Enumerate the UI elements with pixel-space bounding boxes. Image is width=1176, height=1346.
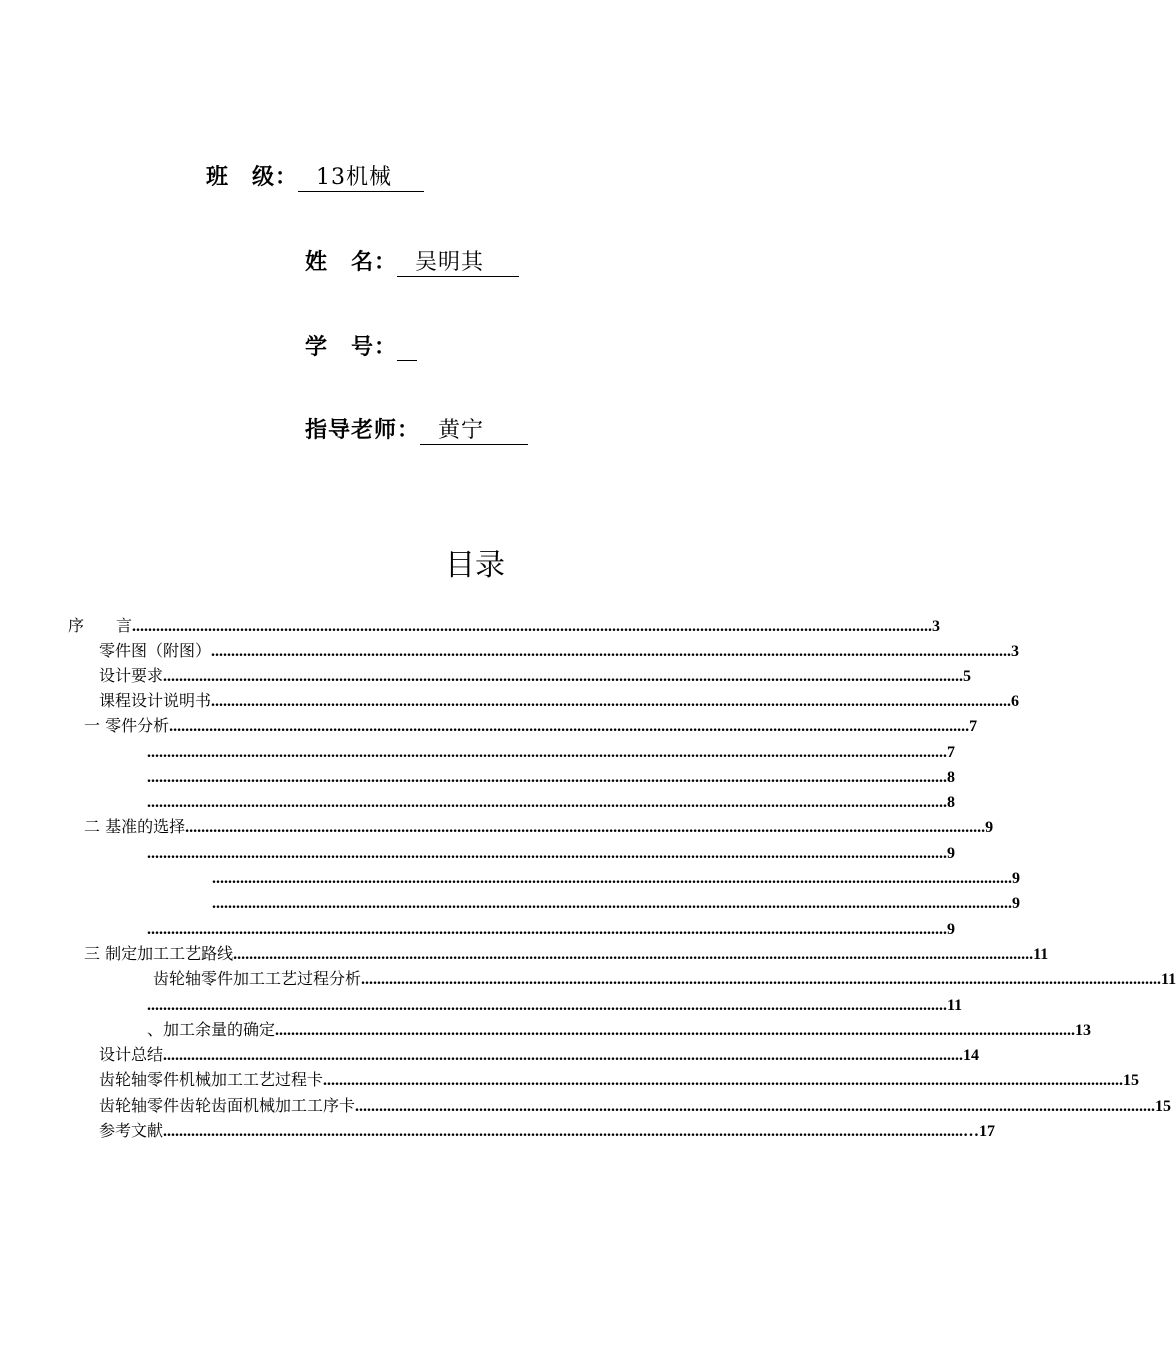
toc-entry[interactable]: 二 基准的选择 ........................................................................................................................................................................................................ 9 — [84, 817, 994, 836]
toc-entry[interactable]: 、加工余量的确定 ........................................................................................................................................................................................................ 13 — [147, 1020, 1092, 1039]
class-line — [206, 160, 424, 192]
toc-leader: ........................................................................................................................................................................................................ — [147, 794, 947, 811]
advisor-line — [305, 413, 528, 445]
toc-entry[interactable]: 齿轮轴零件机械加工工艺过程卡 ........................................................................................................................................................................................................ 15 — [99, 1070, 1140, 1089]
toc-page-number: 9 — [985, 819, 994, 836]
toc-leader: ........................................................................................................................................................................................................ — [211, 693, 1012, 710]
toc-page-number: 15 — [1155, 1098, 1172, 1115]
toc-page-number: 13 — [1075, 1022, 1092, 1039]
toc-entry[interactable]: 设计总结 ........................................................................................................................................................................................................ 14 — [99, 1045, 980, 1064]
toc-leader: ........................................................................................................................................................................................................ — [163, 668, 964, 685]
toc-leader: ........................................................................................................................................................................................................ — [323, 1072, 1124, 1089]
toc-page-number: 9 — [1012, 895, 1020, 912]
toc-page-number: 3 — [932, 618, 941, 635]
toc-leader: ........................................................................................................................................................................................................ — [169, 718, 970, 735]
toc-leader: ........................................................................................................................................................................................................ — [355, 1098, 1156, 1115]
toc-entry[interactable]: 齿轮轴零件齿轮齿面机械加工工序卡 ........................................................................................................................................................................................................ 15 — [99, 1096, 1172, 1115]
toc-entry[interactable]: 课程设计说明书 ........................................................................................................................................................................................................ 6 — [99, 691, 1020, 710]
toc-page-number: 9 — [1012, 870, 1020, 887]
class-label: 班 级： — [206, 164, 299, 190]
toc-leader: ........................................................................................................................................................................................................ — [132, 618, 933, 635]
toc-leader: ........................................................................................................................................................................................................ — [361, 971, 1162, 988]
name-value: 吴明其 — [397, 245, 519, 277]
student-id-label: 学 号： — [305, 334, 398, 360]
toc-page-number: 3 — [1011, 643, 1020, 660]
toc-page-number: 5 — [963, 668, 972, 685]
student-id-value — [397, 336, 417, 361]
toc-entry[interactable]: 齿轮轴零件加工工艺过程分析 ........................................................................................................................................................................................................ 11 — [153, 969, 1176, 988]
toc-entry[interactable]: 参考文献 ........................................................................................................................................................................................................ …17 — [99, 1121, 996, 1140]
toc-leader: ........................................................................................................................................................................................................ — [211, 643, 1012, 660]
toc-entry[interactable] — [147, 917, 955, 939]
toc-leader: ........................................................................................................................................................................................................ — [233, 946, 1034, 963]
toc-leader: ........................................................................................................................................................................................................ — [147, 997, 947, 1014]
toc-entry[interactable] — [147, 993, 963, 1015]
toc-entry[interactable]: 零件图（附图） ........................................................................................................................................................................................................ 3 — [99, 641, 1020, 660]
toc-page-number: 11 — [1033, 946, 1049, 963]
toc-leader: ........................................................................................................................................................................................................ — [275, 1022, 1076, 1039]
toc-page-number: 15 — [1123, 1072, 1140, 1089]
toc-leader: ........................................................................................................................................................................................................ — [147, 845, 947, 862]
toc-leader: ........................................................................................................................................................................................................ — [212, 895, 1012, 912]
toc-leader: ........................................................................................................................................................................................................ — [147, 744, 947, 761]
toc-page-number: 8 — [947, 794, 955, 811]
toc-entry[interactable] — [147, 841, 955, 863]
toc-leader: ........................................................................................................................................................................................................ — [212, 870, 1012, 887]
toc-page-number: 7 — [947, 744, 955, 761]
toc-entry[interactable] — [212, 891, 1020, 913]
toc-page-number: …17 — [963, 1123, 996, 1140]
toc-entry[interactable]: 设计要求 ........................................................................................................................................................................................................ 5 — [99, 666, 972, 685]
toc-page-number: 8 — [947, 769, 955, 786]
toc-title: 目录 — [445, 548, 505, 583]
toc-page-number: 9 — [947, 921, 955, 938]
toc-leader: ........................................................................................................................................................................................................ — [147, 921, 947, 938]
toc-leader: ........................................................................................................................................................................................................ — [185, 819, 986, 836]
student-id-line — [305, 330, 417, 361]
toc-entry[interactable] — [212, 866, 1020, 888]
advisor-value: 黄宁 — [420, 413, 528, 445]
toc-entry[interactable]: 一 零件分析 ........................................................................................................................................................................................................ 7 — [84, 716, 978, 735]
toc-page-number: 6 — [1011, 693, 1020, 710]
toc-page-number: 11 — [1161, 971, 1176, 988]
toc-leader: ........................................................................................................................................................................................................ — [147, 769, 947, 786]
toc-leader: ........................................................................................................................................................................................................ — [163, 1047, 964, 1064]
toc-page-number: 14 — [963, 1047, 980, 1064]
toc-page-number: 7 — [969, 718, 978, 735]
class-value: 13机械 — [298, 160, 424, 192]
name-line — [305, 245, 519, 277]
toc-entry[interactable]: 三 制定加工工艺路线 ........................................................................................................................................................................................................ 11 — [84, 944, 1049, 963]
toc-entry[interactable] — [147, 740, 955, 762]
toc-page-number: 11 — [947, 997, 963, 1014]
name-label: 姓 名： — [305, 249, 398, 275]
toc-page-number: 9 — [947, 845, 955, 862]
toc-entry[interactable] — [147, 790, 955, 812]
toc-leader: ........................................................................................................................................................................................................ — [163, 1123, 964, 1140]
toc-entry[interactable] — [147, 765, 955, 787]
advisor-label: 指导老师： — [305, 417, 421, 443]
toc-entry[interactable]: 序 言 ........................................................................................................................................................................................................ 3 — [68, 616, 941, 635]
